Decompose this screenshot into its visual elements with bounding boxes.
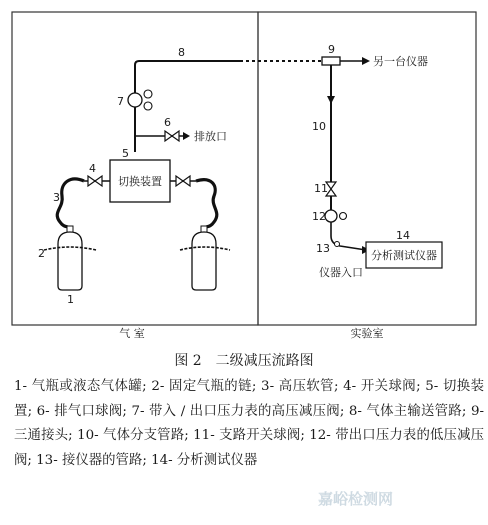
switch-device-label: 切换装置 xyxy=(118,175,162,188)
label-2: 2 xyxy=(38,247,45,260)
label-6: 6 xyxy=(164,116,171,129)
label-10: 10 xyxy=(312,120,326,133)
right-gas-cylinder xyxy=(192,226,216,290)
analyzer-label: 分析测试仪器 xyxy=(371,249,437,262)
instrument-inlet-label: 仪器入口 xyxy=(319,266,363,279)
label-12: 12 xyxy=(312,210,326,223)
label-5: 5 xyxy=(122,147,129,160)
watermark-text: 嘉峪检测网 xyxy=(318,490,394,508)
lab-room-frame xyxy=(258,12,476,325)
arrow-to-other-instrument xyxy=(362,57,370,65)
label-1: 1 xyxy=(67,293,74,306)
label-4: 4 xyxy=(89,162,96,175)
gas-room-label: 气 室 xyxy=(119,327,145,340)
lab-room-label: 实验室 xyxy=(350,327,384,340)
connector-13 xyxy=(335,242,340,247)
other-instrument-label: 另一台仪器 xyxy=(373,55,428,68)
figure-legend: 1- 气瓶或液态气体罐; 2- 固定气瓶的链; 3- 高压软管; 4- 开关球阀; 5- 切换装置; 6- 排气口球阀; 7- 带入 / 出口压力表的高压减压阀; 8- 气体主输送管路; 9- 三通接头; 10- 气体分支管路; 11- 支路开关球阀; 12- 带出口压力表的低压减压阀; 13- 接仪器的管路; 14- 分析测试仪器 xyxy=(14,379,484,468)
vent-label: 排放口 xyxy=(194,130,227,143)
label-13: 13 xyxy=(316,242,330,255)
vent-arrow xyxy=(183,132,190,140)
vent-valve xyxy=(165,131,179,141)
low-pressure-regulator xyxy=(325,210,347,222)
branch-arrow xyxy=(327,96,335,104)
tee-connector xyxy=(322,57,340,65)
label-7: 7 xyxy=(117,95,124,108)
label-9: 9 xyxy=(328,43,335,56)
left-gas-cylinder xyxy=(58,226,82,290)
label-3: 3 xyxy=(53,191,60,204)
label-8: 8 xyxy=(178,46,185,59)
label-14: 14 xyxy=(396,229,410,242)
right-hose xyxy=(196,180,217,228)
left-valve xyxy=(88,176,102,186)
right-valve xyxy=(176,176,190,186)
high-pressure-regulator xyxy=(128,90,152,110)
left-hose xyxy=(57,179,84,228)
label-11: 11 xyxy=(314,182,328,195)
figure-caption: 图 2 二级减压流路图 xyxy=(174,353,314,369)
